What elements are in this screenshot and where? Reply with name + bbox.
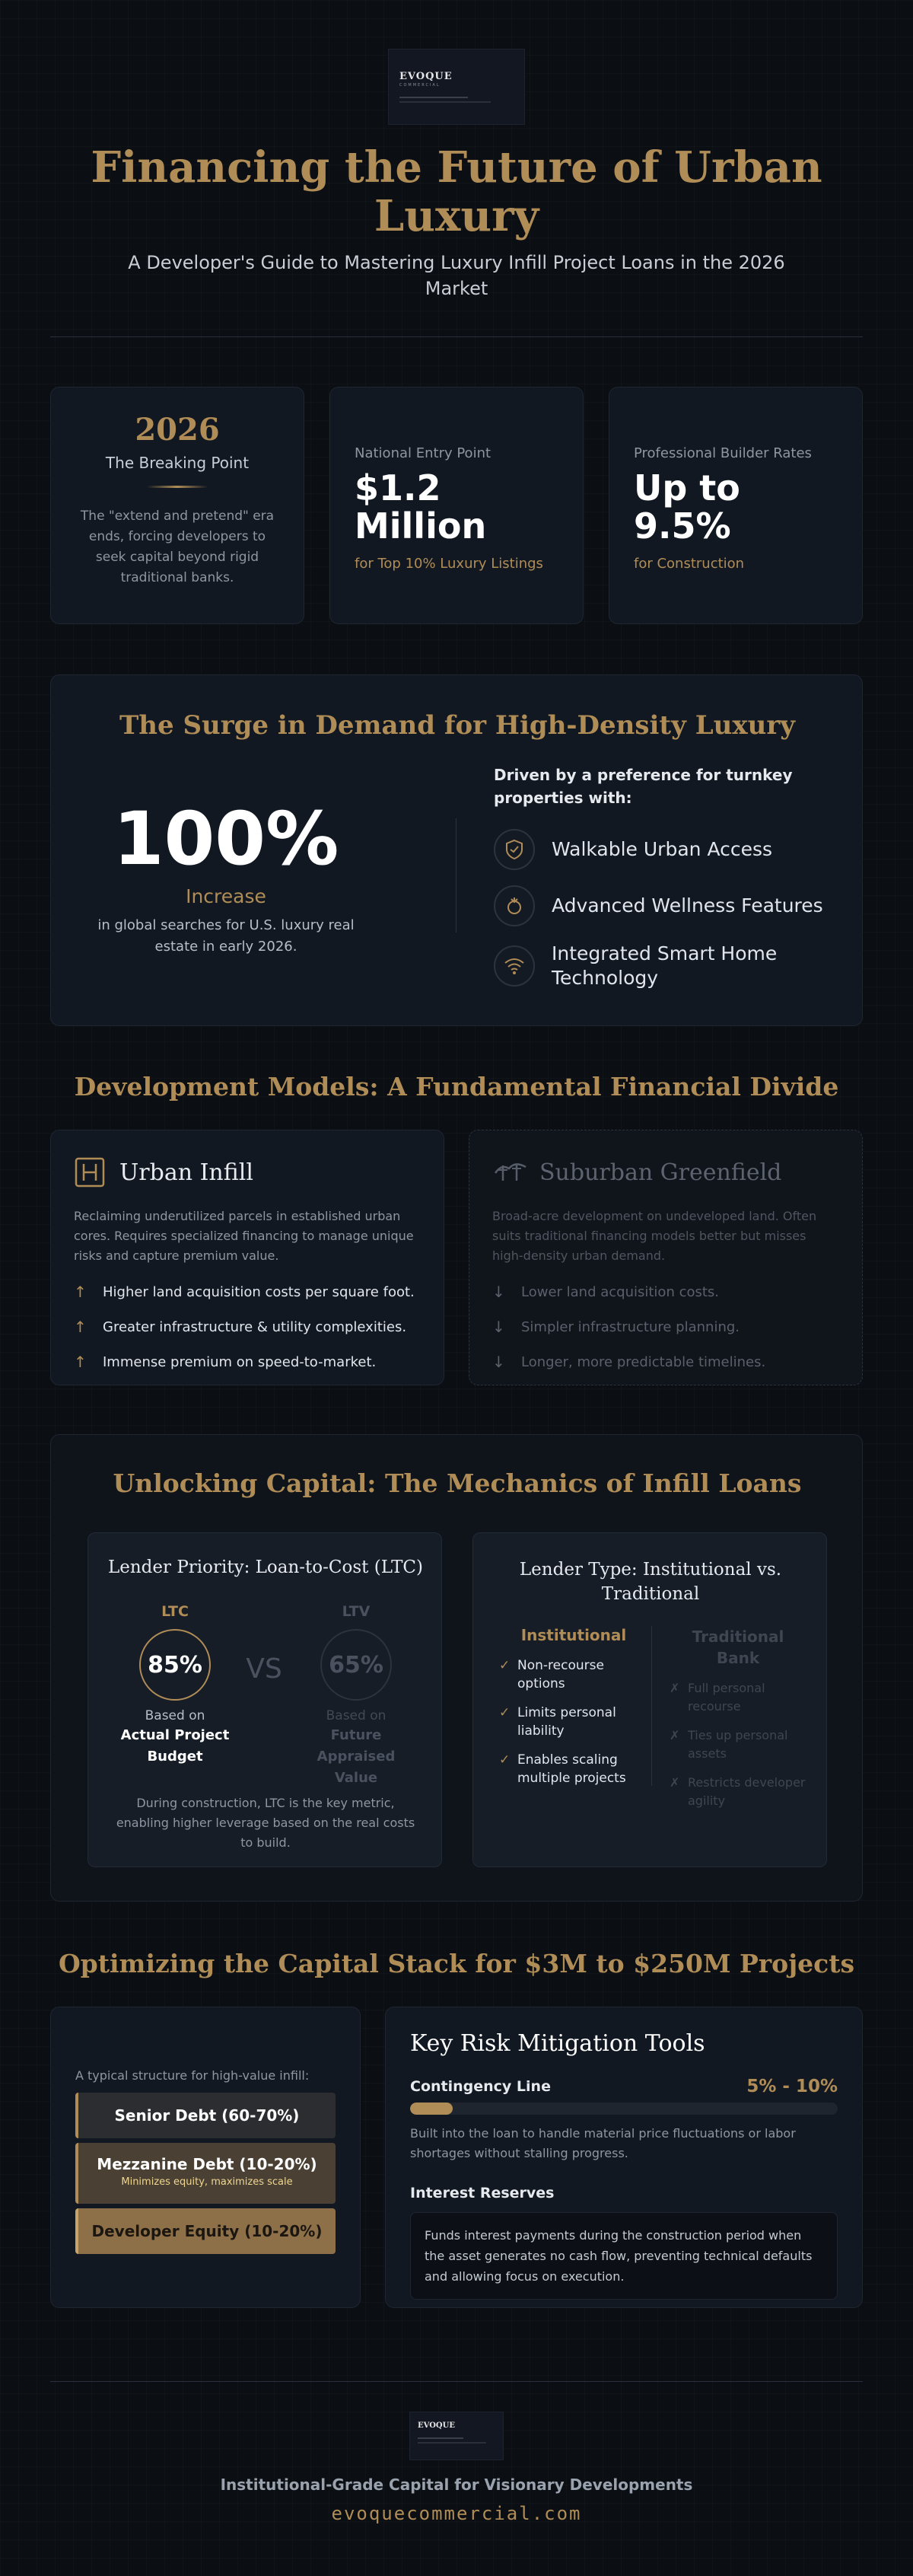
divider: [50, 336, 863, 337]
stat-year: 2026: [135, 412, 220, 448]
versus-label: VS: [246, 1653, 282, 1685]
arrow-up-icon: ↑: [74, 1283, 87, 1301]
footer-logo: [409, 2412, 504, 2460]
page-title: Financing the Future of Urban Luxury: [91, 142, 822, 241]
stat-label: The Breaking Point: [105, 454, 250, 472]
demand-stat: [81, 797, 371, 958]
model-list-item: [74, 1283, 421, 1301]
arrow-down-icon: ↓: [492, 1283, 505, 1301]
contingency-value: 5% - 10%: [746, 2077, 838, 2096]
features-lead: Driven by a preference for turnkey properties with:: [494, 766, 793, 807]
contingency-description: Built into the loan to handle material price fluctuations or labor shortages without stalling progress.: [410, 2126, 796, 2160]
model-item-text: Higher land acquisition costs per square foot.: [103, 1283, 415, 1300]
mezzanine-label: Mezzanine Debt (10-20%): [97, 2155, 317, 2173]
model-list-item: [492, 1283, 839, 1301]
shield-icon: [494, 829, 535, 870]
institutional-item: [499, 1704, 648, 1740]
model-item-text: Longer, more predictable timelines.: [521, 1353, 766, 1370]
model-card-urban-infill: [50, 1130, 444, 1385]
item-text: Restricts developer agility: [688, 1775, 806, 1808]
section-title: Unlocking Capital: The Mechanics of Infill Loans: [113, 1468, 802, 1498]
stat-footnote: for Construction: [634, 556, 745, 572]
feature-item: [494, 829, 844, 870]
model-card-suburban-greenfield: [469, 1130, 863, 1385]
stat-card-builder-rates: [609, 387, 863, 624]
reserves-description: Funds interest payments during the construction period when the asset generates no cash flow, preventing technical defaults and allowing focus on execution.: [410, 2212, 838, 2300]
column-divider: [651, 1626, 652, 1786]
model-list-item: [74, 1353, 421, 1371]
demand-description: in global searches for U.S. luxury real estate in early 2026.: [97, 917, 355, 955]
model-list-item: [492, 1318, 839, 1336]
footer-divider: [50, 2381, 863, 2382]
mezzanine-debt-layer: [75, 2143, 336, 2204]
model-item-text: Immense premium on speed-to-market.: [103, 1353, 377, 1370]
institutional-column: [499, 1626, 648, 1787]
model-title: Suburban Greenfield: [539, 1159, 782, 1186]
stat-kicker: Professional Builder Rates: [634, 445, 812, 461]
mechanics-section: [50, 1434, 863, 1902]
logo: [388, 49, 525, 125]
ltc-card: [87, 1532, 442, 1867]
check-icon: ✓: [499, 1705, 511, 1720]
stat-value: $1.2 Million: [355, 467, 487, 547]
stat-kicker: National Entry Point: [355, 445, 491, 461]
footer-logo-text: EVOQUE: [418, 2421, 455, 2430]
tree-icon: [492, 1156, 529, 1188]
item-text: Full personal recourse: [688, 1681, 765, 1714]
model-item-text: Lower land acquisition costs.: [521, 1283, 720, 1300]
item-text: Enables scaling multiple projects: [517, 1752, 626, 1786]
ltc-label: LTC: [161, 1603, 189, 1620]
stack-intro: A typical structure for high-value infill:: [75, 2068, 310, 2083]
check-icon: ✓: [499, 1658, 511, 1673]
page-subtitle: A Developer's Guide to Mastering Luxury Infill Project Loans in the 2026 Market: [128, 252, 785, 299]
wifi-icon: [494, 945, 535, 987]
traditional-bank-column: [670, 1626, 806, 1810]
logo-rule: [399, 97, 468, 98]
column-title: Traditional Bank: [692, 1628, 784, 1667]
ltv-value-ring: 65%: [320, 1629, 392, 1701]
card-title: Lender Priority: Loan-to-Cost (LTC): [107, 1557, 424, 1577]
arrow-up-icon: ↑: [74, 1353, 87, 1371]
footer-tagline: Institutional-Grade Capital for Visionary Developments: [220, 2476, 693, 2494]
building-icon: [74, 1156, 106, 1188]
bank-item: [670, 1679, 806, 1716]
section-title: Optimizing the Capital Stack for $3M to $250M Projects: [58, 1949, 855, 1978]
ltv-basis: Future Appraised Value: [317, 1727, 396, 1786]
logo-text: EVOQUE: [399, 71, 453, 82]
model-item-text: Simpler infrastructure planning.: [521, 1318, 740, 1335]
stat-accent-bar: [147, 486, 208, 488]
senior-debt-layer: Senior Debt (60-70%): [75, 2093, 336, 2138]
model-list-item: [492, 1353, 839, 1371]
check-icon: ✓: [499, 1752, 511, 1768]
model-description: Reclaiming underutilized parcels in established urban cores. Requires specialized financing to manage unique risks and capture premium value.: [74, 1209, 414, 1263]
footer-website-link[interactable]: evoquecommercial.com: [331, 2503, 582, 2524]
item-text: Non-recourse options: [517, 1658, 604, 1691]
cross-icon: ✗: [670, 1728, 680, 1742]
arrow-down-icon: ↓: [492, 1318, 505, 1336]
section-title: Development Models: A Fundamental Financial Divide: [74, 1072, 839, 1101]
arrow-down-icon: ↓: [492, 1353, 505, 1371]
feature-item: [494, 885, 844, 926]
contingency-label: Contingency Line: [410, 2078, 551, 2095]
contingency-progress-fill: [410, 2103, 453, 2115]
section-title: The Surge in Demand for High-Density Luxury: [119, 710, 796, 741]
column-title: Institutional: [520, 1626, 627, 1644]
stat-footnote: for Top 10% Luxury Listings: [355, 556, 543, 572]
stat-card-breaking-point: [50, 387, 304, 624]
ltc-metric: [114, 1603, 236, 1768]
bank-item: [670, 1774, 806, 1810]
ltc-value-ring: 85%: [139, 1629, 211, 1701]
demand-section: [50, 674, 863, 1026]
capital-stack-card: [50, 2007, 361, 2308]
feature-label: Integrated Smart Home Technology: [552, 942, 778, 989]
bank-item: [670, 1726, 806, 1763]
lender-type-card: [472, 1532, 827, 1867]
card-title: Lender Type: Institutional vs. Traditional: [519, 1560, 782, 1604]
item-text: Ties up personal assets: [688, 1728, 788, 1761]
ltc-based: Based on: [145, 1708, 205, 1723]
model-title: Urban Infill: [119, 1159, 253, 1186]
mezzanine-note: Minimizes equity, maximizes scale: [121, 2176, 293, 2188]
contingency-progress: [410, 2103, 838, 2115]
feature-item: [494, 942, 844, 990]
demand-features: [494, 764, 844, 990]
demand-big-value: 100%: [113, 796, 339, 882]
contingency-row: [410, 2077, 838, 2096]
model-list-item: [74, 1318, 421, 1336]
stat-value: Up to 9.5%: [634, 467, 740, 547]
feature-label: Advanced Wellness Features: [552, 894, 823, 917]
arrow-up-icon: ↑: [74, 1318, 87, 1336]
institutional-item: [499, 1656, 648, 1693]
card-title: Key Risk Mitigation Tools: [410, 2030, 705, 2057]
feature-label: Walkable Urban Access: [552, 838, 773, 860]
demand-big-label: Increase: [186, 885, 266, 907]
cross-icon: ✗: [670, 1775, 680, 1790]
cross-icon: ✗: [670, 1681, 680, 1695]
wellness-icon: [494, 885, 535, 926]
institutional-item: [499, 1751, 648, 1787]
developer-equity-layer: Developer Equity (10-20%): [75, 2208, 336, 2254]
footer-logo-rule: [418, 2437, 463, 2439]
stat-description: The "extend and pretend" era ends, forcing developers to seek capital beyond rigid traditional banks.: [80, 509, 275, 585]
risk-tools-card: [385, 2007, 863, 2308]
ltc-basis: Actual Project Budget: [120, 1727, 230, 1765]
ltv-metric: [294, 1603, 418, 1789]
model-item-text: Greater infrastructure & utility complexities.: [103, 1318, 407, 1335]
item-text: Limits personal liability: [517, 1705, 616, 1739]
reserves-label: Interest Reserves: [410, 2185, 555, 2201]
ltv-label: LTV: [342, 1603, 371, 1620]
logo-rule: [399, 101, 491, 103]
footer-logo-rule: [418, 2442, 486, 2444]
ltc-note: During construction, LTC is the key metric, enabling higher leverage based on the real costs to build.: [116, 1796, 415, 1850]
logo-subtext: COMMERCIAL: [399, 83, 441, 88]
model-description: Broad-acre development on undeveloped land. Often suits traditional financing models better but misses high-density urban demand.: [492, 1209, 817, 1263]
stat-card-entry-point: [329, 387, 584, 624]
ltv-based: Based on: [326, 1708, 387, 1723]
